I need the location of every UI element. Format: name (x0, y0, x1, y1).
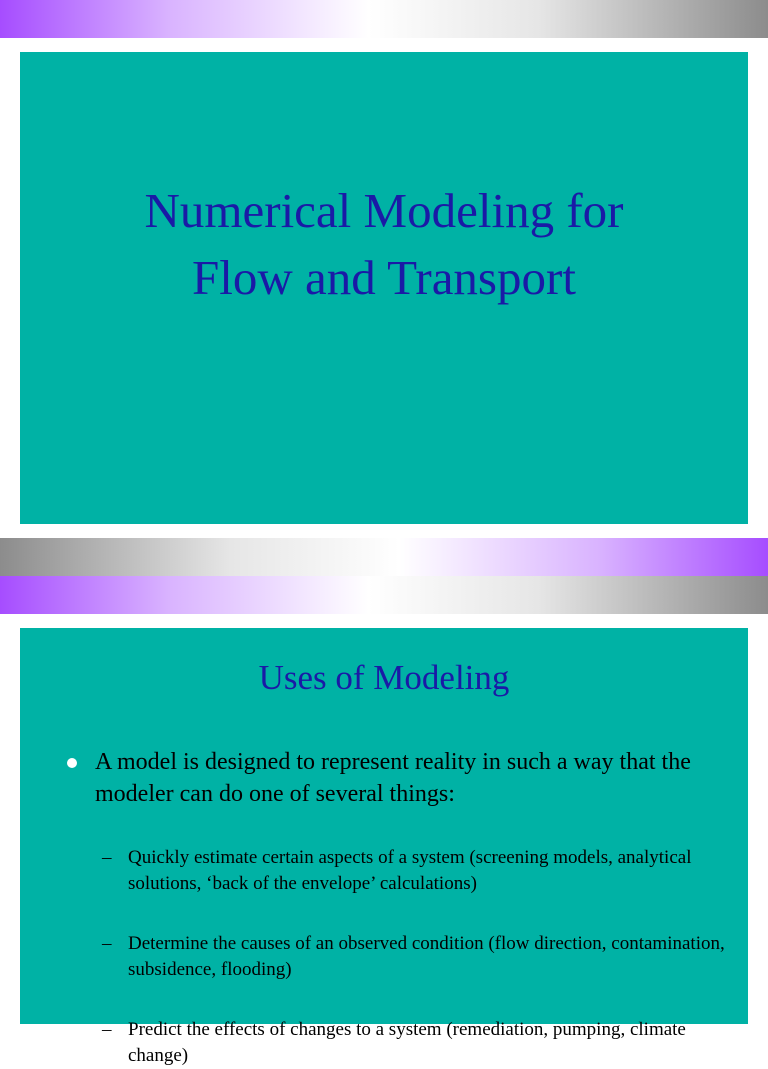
title-line-2: Flow and Transport (192, 250, 576, 305)
sub-item: Quickly estimate certain aspects of a system (screening models, analytical solutions, ‘back of the envelope’ calculations) (128, 847, 692, 894)
title-slide-heading (20, 177, 748, 311)
slide-title: Uses of Modeling (258, 658, 510, 697)
dash-icon: – (102, 847, 112, 868)
dash-icon: – (102, 933, 112, 954)
title-line-1: Numerical Modeling for (144, 183, 624, 238)
sub-item: Predict the effects of changes to a system (remediation, pumping, climate change) (128, 1019, 686, 1066)
dash-icon: – (102, 1019, 112, 1040)
bullet-text: A model is designed to represent reality in such a way that the modeler can do one of several things: (95, 749, 691, 807)
slide-separator-bar-top (0, 576, 768, 614)
bullet-icon (67, 758, 77, 768)
slide-separator-bar-bottom (0, 538, 768, 576)
uses-of-modeling-slide (20, 628, 748, 1066)
title-slide (20, 52, 748, 524)
top-gradient-bar (0, 0, 768, 38)
sub-item: Determine the causes of an observed condition (flow direction, contamination, subsidence, flooding) (128, 933, 725, 980)
